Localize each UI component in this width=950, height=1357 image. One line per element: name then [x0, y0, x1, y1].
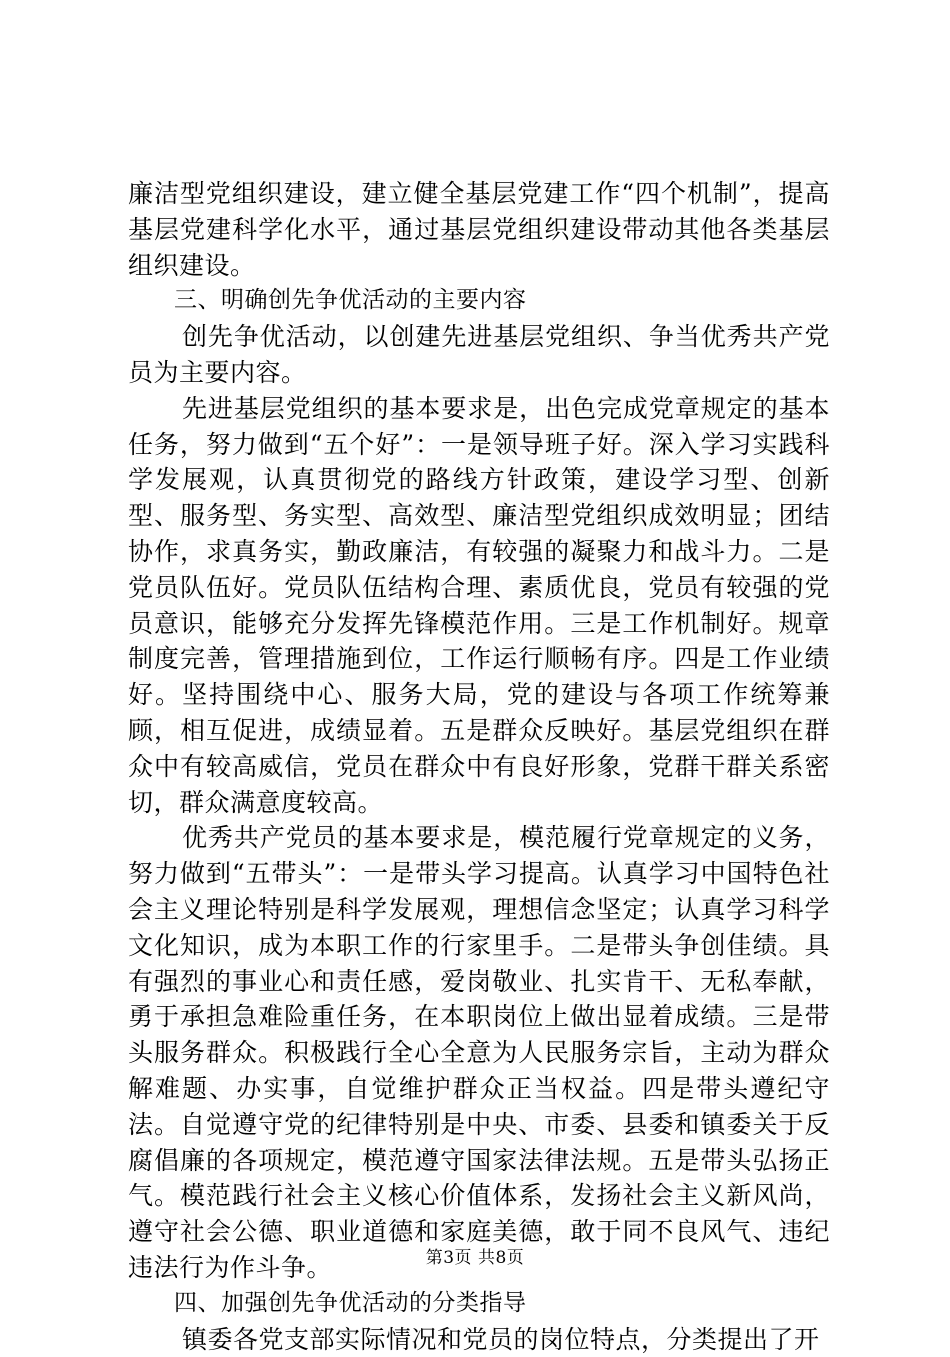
page-footer: [0, 1247, 950, 1269]
section-heading-3: 三、明确创先争优活动的主要内容: [128, 283, 830, 319]
paragraph-main-content: 创先争优活动，以创建先进基层党组织、争当优秀共产党员为主要内容。: [128, 319, 830, 391]
paragraph-excellent-member: 优秀共产党员的基本要求是，模范履行党章规定的义务，努力做到“五带头”：一是带头学习提高。认真学习中国特色社会主义理论特别是科学发展观，理想信念坚定；认真学习科学文化知识，成为本职工作的行家里手。二是带头争创佳绩。具有强烈的事业心和责任感，爱岗敬业、扎实肯干、无私奉献，勇于承担急难险重任务，在本职岗位上做出显着成绩。三是带头服务群众。积极践行全心全意为人民服务宗旨，主动为群众解难题、办实事，自觉维护群众正当权益。四是带头遵纪守法。自觉遵守党的纪律特别是中央、市委、县委和镇委关于反腐倡廉的各项规定，模范遵守国家法律法规。五是带头弘扬正气。模范践行社会主义核心价值体系，发扬社会主义新风尚，遵守社会公德、职业道德和家庭美德，敢于同不良风气、违纪违法行为作斗争。: [128, 820, 830, 1285]
paragraph-advanced-organization: 先进基层党组织的基本要求是，出色完成党章规定的基本任务，努力做到“五个好”：一是领导班子好。深入学习实践科学发展观，认真贯彻党的路线方针政策，建设学习型、创新型、服务型、务实型、高效型、廉洁型党组织成效明显；团结协作，求真务实，勤政廉洁，有较强的凝聚力和战斗力。二是党员队伍好。党员队伍结构合理、素质优良，党员有较强的党员意识，能够充分发挥先锋模范作用。三是工作机制好。规章制度完善，管理措施到位，工作运行顺畅有序。四是工作业绩好。坚持围绕中心、服务大局，党的建设与各项工作统筹兼顾，相互促进，成绩显着。五是群众反映好。基层党组织在群众中有较高威信，党员在群众中有良好形象，党群干群关系密切，群众满意度较高。: [128, 391, 830, 821]
section-heading-4: 四、加强创先争优活动的分类指导: [128, 1286, 830, 1322]
page-indicator: 第3页 共8页: [426, 1248, 525, 1268]
document-body: [128, 176, 830, 1357]
paragraph-continuation: 廉洁型党组织建设，建立健全基层党建工作“四个机制”，提高基层党建科学化水平，通过基层党组织建设带动其他各类基层组织建设。: [128, 176, 830, 283]
paragraph-classified-guidance: 镇委各党支部实际情况和党员的岗位特点，分类提出了开: [128, 1322, 830, 1357]
